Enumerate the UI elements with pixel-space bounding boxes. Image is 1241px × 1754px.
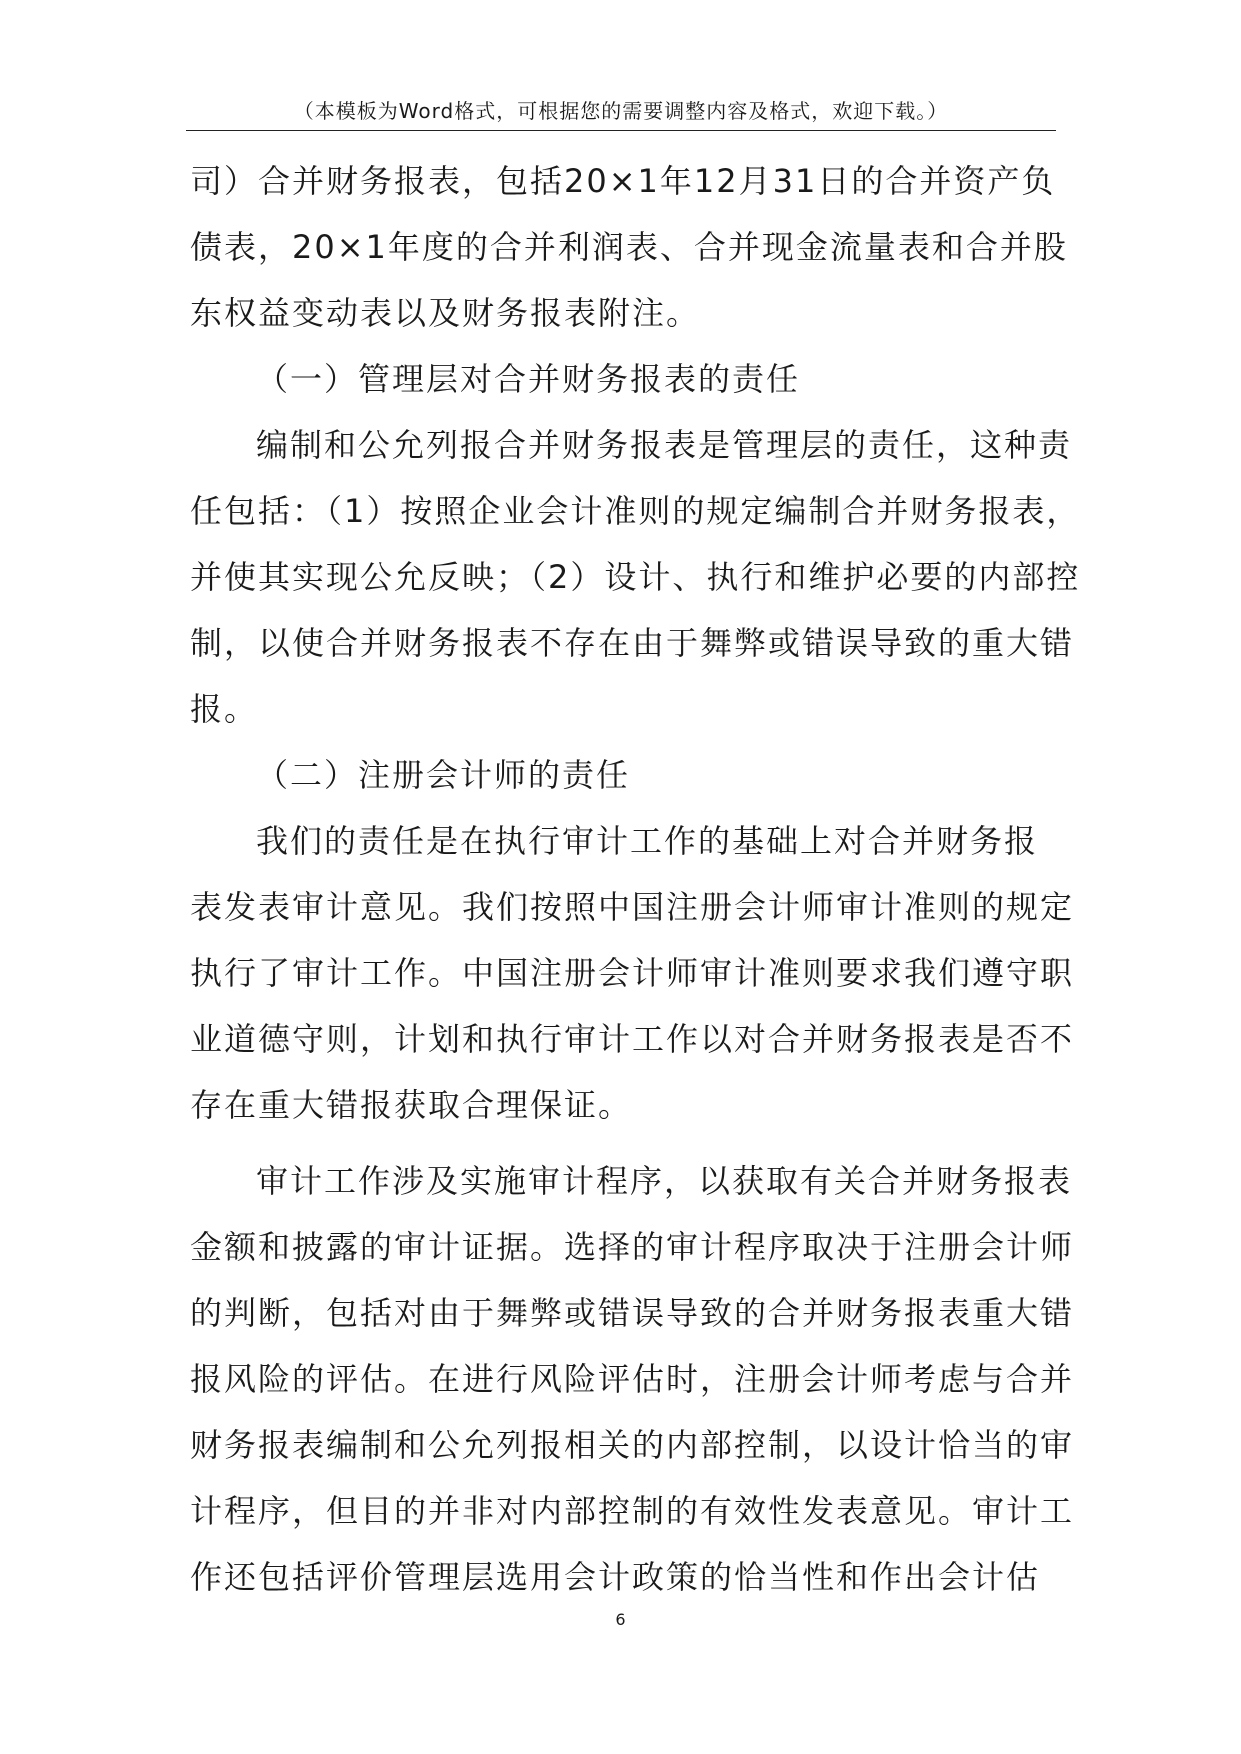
para2-line-5: 报。 xyxy=(190,690,259,728)
para1-line-1: 司）合并财务报表，包括20×1年12月31日的合并资产负 xyxy=(190,162,1056,200)
para3-line-1: 我们的责任是在执行审计工作的基础上对合并财务报 xyxy=(256,822,1039,860)
section-heading-management: （一）管理层对合并财务报表的责任 xyxy=(256,360,801,398)
para3-line-5: 存在重大错报获取合理保证。 xyxy=(190,1086,633,1124)
header-rule xyxy=(186,130,1056,131)
paragraph-spacer xyxy=(190,1138,1060,1148)
para4-line-3: 的判断，包括对由于舞弊或错误导致的合并财务报表重大错 xyxy=(190,1294,1075,1332)
para4-line-2: 金额和披露的审计证据。选择的审计程序取决于注册会计师 xyxy=(190,1228,1075,1266)
para1-line-2: 债表，20×1年度的合并利润表、合并现金流量表和合并股 xyxy=(190,228,1068,266)
para1-line-3: 东权益变动表以及财务报表附注。 xyxy=(190,294,701,332)
section-heading-auditor: （二）注册会计师的责任 xyxy=(256,756,631,794)
para3-line-3: 执行了审计工作。中国注册会计师审计准则要求我们遵守职 xyxy=(190,954,1075,992)
page-number: 6 xyxy=(615,1610,626,1629)
para2-line-2: 任包括：（1）按照企业会计准则的规定编制合并财务报表， xyxy=(190,492,1081,530)
page-header: （本模板为Word格式，可根据您的需要调整内容及格式，欢迎下载。） xyxy=(293,99,949,123)
para4-line-5: 财务报表编制和公允列报相关的内部控制，以设计恰当的审 xyxy=(190,1426,1075,1464)
para3-line-2: 表发表审计意见。我们按照中国注册会计师审计准则的规定 xyxy=(190,888,1075,926)
para3-line-4: 业道德守则，计划和执行审计工作以对合并财务报表是否不 xyxy=(190,1020,1075,1058)
para4-line-4: 报风险的评估。在进行风险评估时，注册会计师考虑与合并 xyxy=(190,1360,1075,1398)
para2-line-3: 并使其实现公允反映；（2）设计、执行和维护必要的内部控 xyxy=(190,558,1081,596)
para4-line-6: 计程序，但目的并非对内部控制的有效性发表意见。审计工 xyxy=(190,1492,1075,1530)
para2-line-1: 编制和公允列报合并财务报表是管理层的责任，这种责 xyxy=(256,426,1073,464)
para4-line-1: 审计工作涉及实施审计程序，以获取有关合并财务报表 xyxy=(256,1162,1073,1200)
para4-line-7: 作还包括评价管理层选用会计政策的恰当性和作出会计估 xyxy=(190,1558,1041,1596)
para2-line-4: 制，以使合并财务报表不存在由于舞弊或错误导致的重大错 xyxy=(190,624,1075,662)
document-body xyxy=(190,148,1081,1610)
